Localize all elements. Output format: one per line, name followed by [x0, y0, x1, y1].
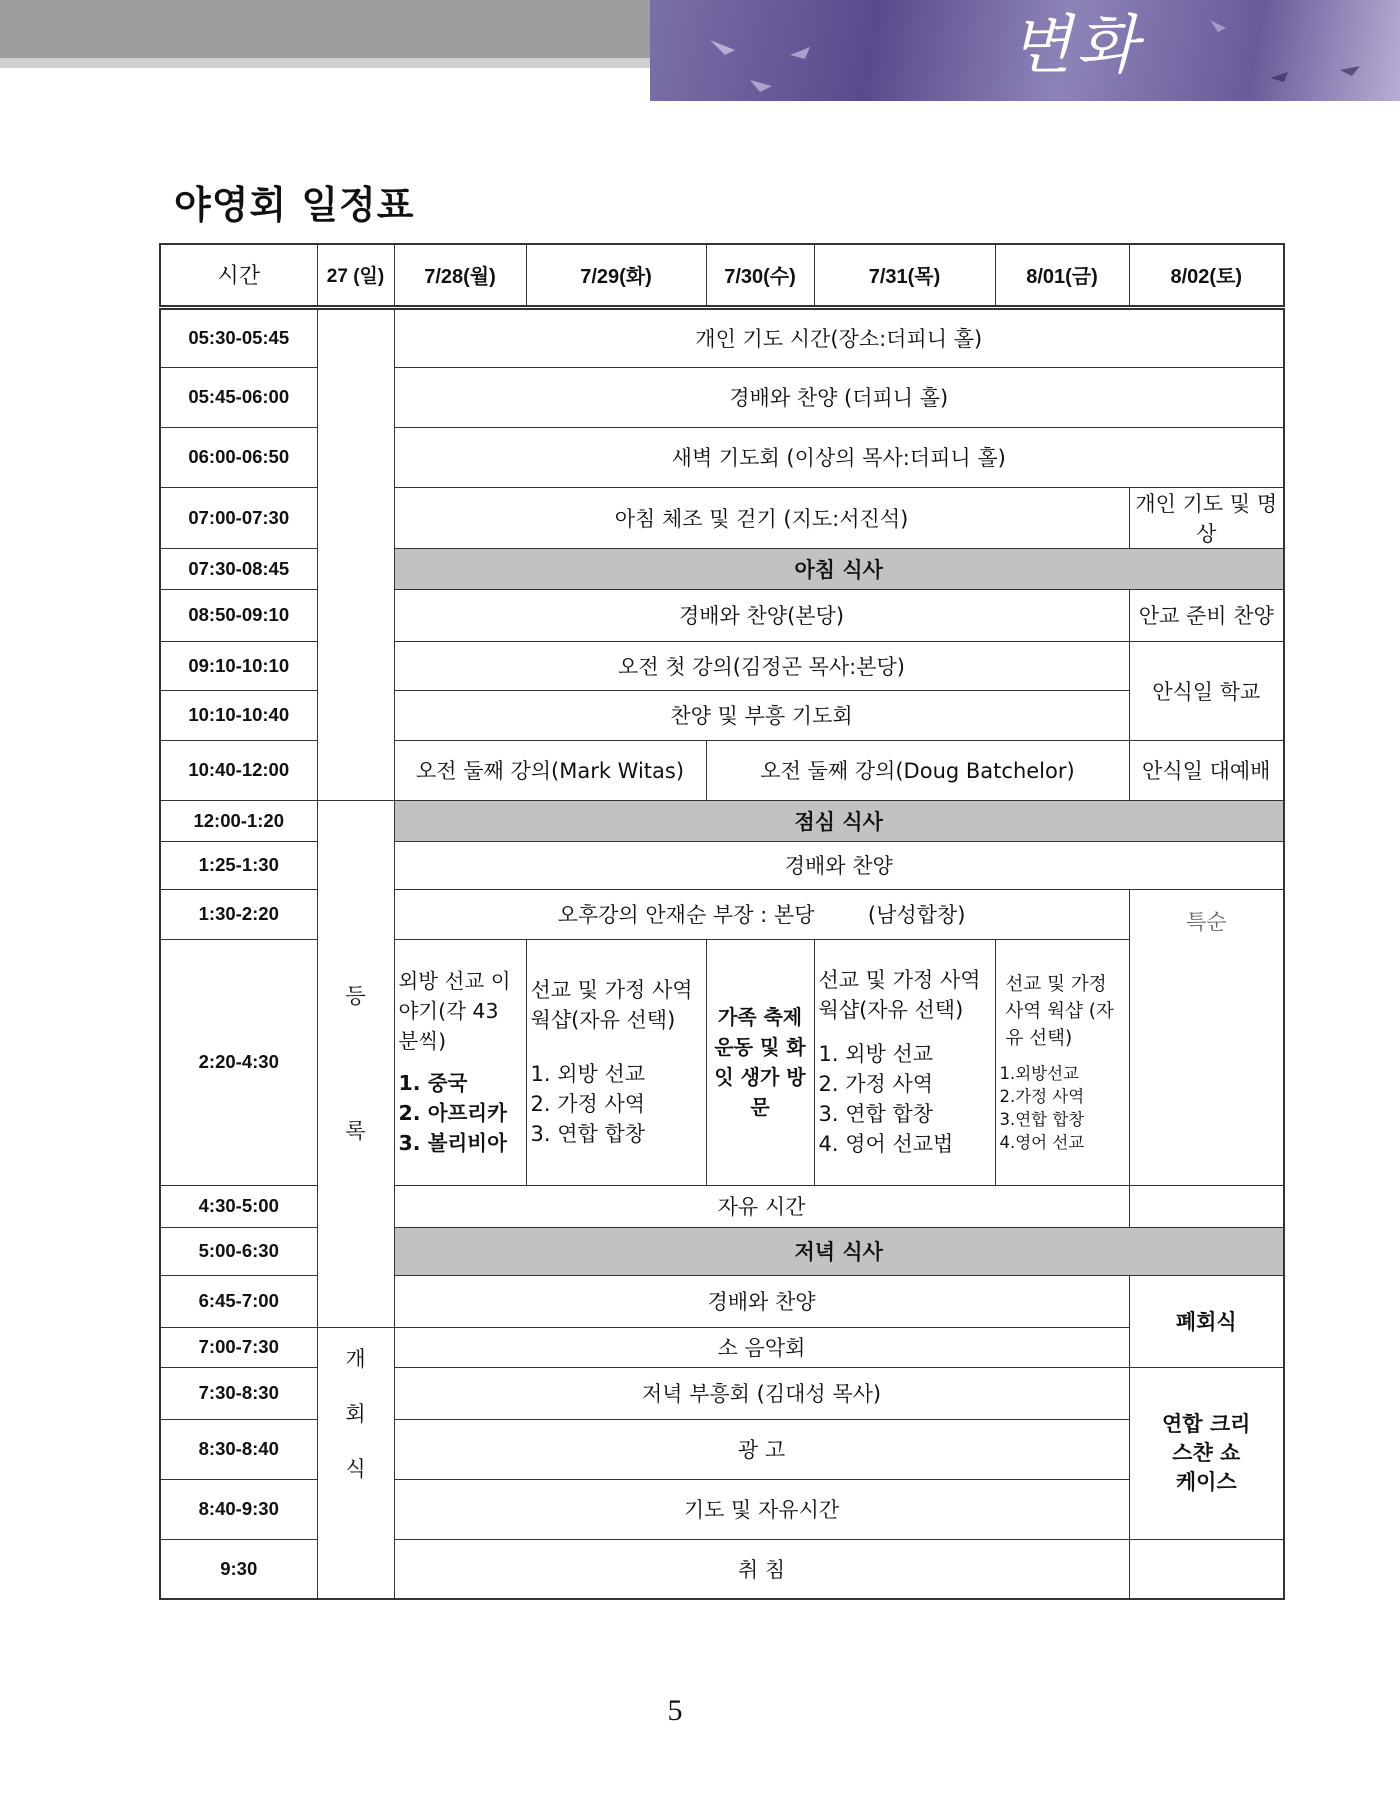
event-cell	[394, 889, 1129, 939]
event-cell: 경배와 찬양	[394, 841, 1284, 889]
time-cell: 1:25-1:30	[160, 841, 317, 889]
table-row	[160, 800, 1284, 841]
opening-char: 식	[345, 1456, 366, 1481]
list-item: 3. 볼리비아	[398, 1131, 507, 1155]
registration-char: 록	[345, 1118, 366, 1143]
time-cell: 8:40-9:30	[160, 1479, 317, 1539]
event-cell: 오전 첫 강의(김정곤 목사:본당)	[394, 641, 1129, 690]
meal-cell: 아침 식사	[394, 548, 1284, 589]
saturday-cell: 연합 크리스챤 쇼 케이스	[1129, 1367, 1284, 1539]
registration-char: 등	[345, 983, 366, 1008]
time-cell: 7:30-8:30	[160, 1367, 317, 1419]
header-row	[160, 244, 1284, 307]
workshop-fri-cell	[995, 939, 1129, 1185]
col-header-tue: 7/29(화)	[526, 244, 706, 307]
col-header-fri: 8/01(금)	[995, 244, 1129, 307]
list-item: 4. 영어 선교법	[818, 1132, 954, 1156]
event-cell: 취 침	[394, 1539, 1129, 1599]
event-cell: 오전 둘째 강의(Mark Witas)	[394, 740, 706, 800]
workshop-text: 외방 선교 이야기(각 43 분씩)	[398, 969, 511, 1053]
time-cell: 7:00-7:30	[160, 1327, 317, 1367]
time-cell: 4:30-5:00	[160, 1185, 317, 1227]
event-cell: 기도 및 자유시간	[394, 1479, 1129, 1539]
saturday-cell: 안식일 학교	[1129, 641, 1284, 740]
saturday-cell: 안식일 대예배	[1129, 740, 1284, 800]
afternoon-lecture: 오후강의 안재순 부장 : 본당	[557, 903, 815, 927]
header-gray-line	[0, 58, 650, 68]
event-cell: 저녁 부흥회 (김대성 목사)	[394, 1367, 1129, 1419]
col-header-sun: 27 (일)	[317, 244, 394, 307]
col-header-wed: 7/30(수)	[706, 244, 814, 307]
list-item: 1.외방선교	[999, 1063, 1079, 1083]
time-cell: 1:30-2:20	[160, 889, 317, 939]
sunday-opening-cell	[317, 1327, 394, 1599]
col-header-sat: 8/02(토)	[1129, 244, 1284, 307]
meal-cell: 점심 식사	[394, 800, 1284, 841]
col-header-thu: 7/31(목)	[814, 244, 995, 307]
saturday-cell: 개인 기도 및 명상	[1129, 487, 1284, 548]
time-cell: 08:50-09:10	[160, 589, 317, 641]
col-header-time: 시간	[160, 244, 317, 307]
workshop-text: 선교 및 가정 사역 웍샵 (자유 선택)	[1005, 973, 1114, 1049]
time-cell: 8:30-8:40	[160, 1419, 317, 1479]
workshop-mon-cell	[394, 939, 526, 1185]
event-cell: 경배와 찬양(본당)	[394, 589, 1129, 641]
time-cell: 09:10-10:10	[160, 641, 317, 690]
time-cell: 2:20-4:30	[160, 939, 317, 1185]
spacer	[322, 1024, 390, 1104]
event-cell: 경배와 찬양 (더피니 홀)	[394, 367, 1284, 427]
header-gray-bar	[0, 0, 650, 58]
event-cell: 경배와 찬양	[394, 1275, 1129, 1327]
time-cell: 07:30-08:45	[160, 548, 317, 589]
time-cell: 05:30-05:45	[160, 307, 317, 367]
list-item: 3. 연합 합창	[530, 1122, 646, 1146]
afternoon-note: (남성합창)	[867, 903, 966, 927]
event-cell: 광 고	[394, 1419, 1129, 1479]
saturday-cell	[1129, 1539, 1284, 1599]
event-cell: 자유 시간	[394, 1185, 1129, 1227]
time-cell: 12:00-1:20	[160, 800, 317, 841]
sunday-blank-cell	[317, 307, 394, 800]
event-cell: 오전 둘째 강의(Doug Batchelor)	[706, 740, 1129, 800]
saturday-cell: 특순	[1129, 889, 1284, 1185]
workshop-wed-cell: 가족 축제 운동 및 화잇 생가 방문	[706, 939, 814, 1185]
opening-char: 회	[345, 1401, 366, 1426]
sunday-registration-cell	[317, 800, 394, 1327]
time-cell: 05:45-06:00	[160, 367, 317, 427]
header-banner	[650, 0, 1400, 101]
list-item: 1. 외방 선교	[530, 1062, 646, 1086]
saturday-cell: 폐회식	[1129, 1275, 1284, 1367]
event-cell: 찬양 및 부흥 기도회	[394, 690, 1129, 740]
schedule-table	[159, 243, 1285, 1600]
event-cell: 새벽 기도회 (이상의 목사:더피니 홀)	[394, 427, 1284, 487]
time-cell: 6:45-7:00	[160, 1275, 317, 1327]
opening-char: 개	[345, 1346, 366, 1371]
banner-title: 변화	[1010, 9, 1142, 83]
workshop-text: 선교 및 가정 사역 웍샵(자유 선택)	[530, 978, 693, 1032]
time-cell: 10:40-12:00	[160, 740, 317, 800]
time-cell: 06:00-06:50	[160, 427, 317, 487]
list-item: 2. 아프리카	[398, 1101, 507, 1125]
event-cell: 아침 체조 및 걷기 (지도:서진석)	[394, 487, 1129, 548]
col-header-mon: 7/28(월)	[394, 244, 526, 307]
time-cell: 07:00-07:30	[160, 487, 317, 548]
page-title: 야영회 일정표	[174, 183, 415, 227]
time-cell: 5:00-6:30	[160, 1227, 317, 1275]
saturday-cell: 안교 준비 찬양	[1129, 589, 1284, 641]
list-item: 3. 연합 합창	[818, 1102, 934, 1126]
event-cell: 개인 기도 시간(장소:더피니 홀)	[394, 307, 1284, 367]
list-item: 4.영어 선교	[999, 1132, 1085, 1152]
list-item: 2. 가정 사역	[818, 1072, 934, 1096]
list-item: 3.연합 합창	[999, 1109, 1085, 1129]
event-cell: 소 음악회	[394, 1327, 1129, 1367]
list-item: 2. 가정 사역	[530, 1092, 646, 1116]
time-cell: 10:10-10:40	[160, 690, 317, 740]
workshop-tue-cell	[526, 939, 706, 1185]
table-row	[160, 1327, 1284, 1367]
list-item: 1. 중국	[398, 1071, 468, 1095]
list-item: 1. 외방 선교	[818, 1042, 934, 1066]
page-number: 5	[667, 1694, 683, 1727]
workshop-thu-cell	[814, 939, 995, 1185]
time-cell: 9:30	[160, 1539, 317, 1599]
workshop-text: 선교 및 가정 사역 웍샵(자유 선택)	[818, 968, 981, 1022]
table-row	[160, 307, 1284, 367]
saturday-cell	[1129, 1185, 1284, 1227]
list-item: 2.가정 사역	[999, 1086, 1085, 1106]
meal-cell: 저녁 식사	[394, 1227, 1284, 1275]
